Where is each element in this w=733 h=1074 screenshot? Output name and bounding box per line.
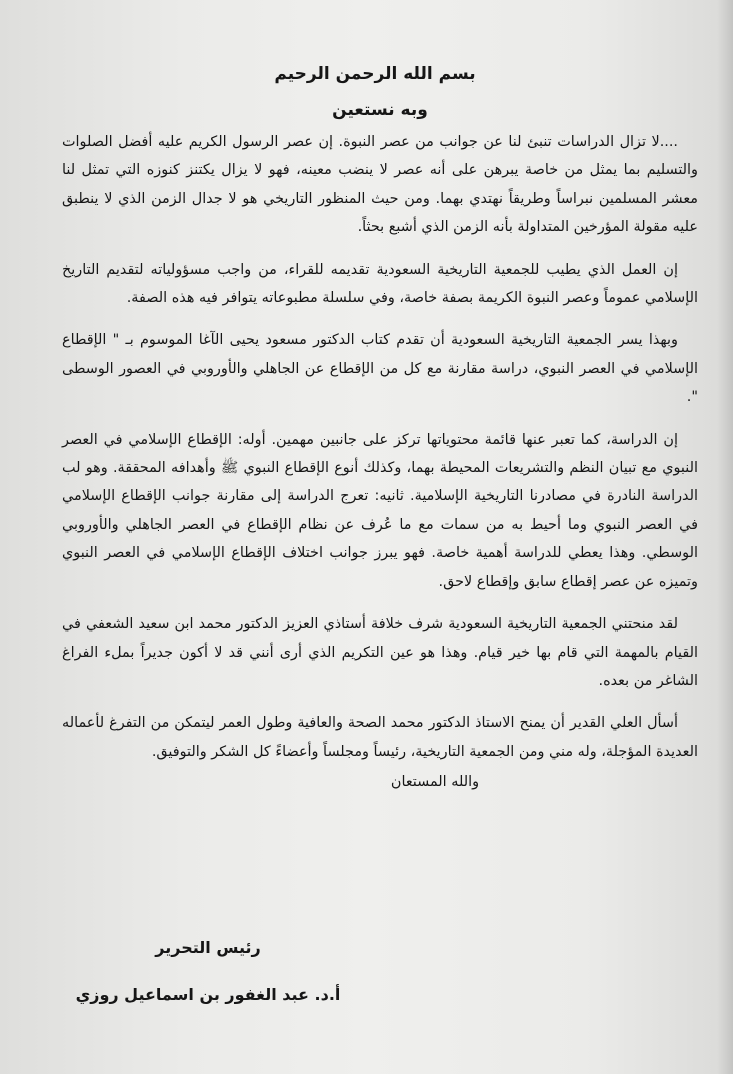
paragraph-study-content: إن الدراسة، كما تعبر عنها قائمة محتوياتها تركز على جانبين مهمين. أوله: الإقطاع الإسلامي في العصر النبوي مع تبيان النظم والتشريعات المحيطة بهما، وكذلك أنوع الإقطاع النبوي ﷺ وأهدافه المحققة. وهو لب الدراسة النادرة في مصادرنا التاريخية الإسلامية. ثانيه: تعرج الدراسة إلى مقارنة جوانب الإقطاع الإسلامي في العصر النبوي وما أحيط به من سمات مع ما عُرف عن نظام الإقطاع في العصر الجاهلي والأوروبي الوسطي. وهذا يعطي للدراسة أهمية خاصة. فهو يبرز جوانب اختلاف الإقطاع الإسلامي في العصر النبوي وتميزه عن عصر إقطاع سابق وإقطاع لاحق. [62, 431, 698, 590]
paragraph-society-work: إن العمل الذي يطيب للجمعية التاريخية السعودية تقديمه للقراء، من واجب مسؤولياته لتقديم التاريخ الإسلامي عموماً وعصر النبوة الكريمة بصفة خاصة، وفي سلسلة مطبوعاته يتوافر فيه هذه الصفة. [62, 261, 698, 307]
signature-name: أ.د. عبد الغفور بن اسماعيل روزي [75, 985, 341, 1004]
paragraph-intro: ....لا تزال الدراسات تنبئ لنا عن جوانب من عصر النبوة. إن عصر الرسول الكريم عليه أفضل الصلوات والتسليم بما يمثل من خاصة يبرهن على أنه عصر لا ينضب معينه، فهو لا يزال يكتنز كنوزه التي تمثل لنا معشر المسلمين نبراساً وطريقاً نهتدي بهما. ومن حيث المنظور التاريخي هو لا جدال الزمن الذي لا ينطبق عليه مقولة المؤرخين المتداولة بأنه الزمن الذي أشبع بحثاً. [62, 134, 698, 236]
page-content [62, 58, 698, 797]
invocation-heading: وبه نستعين [332, 100, 428, 120]
basmala-heading: بسم الله الرحمن الرحيم [274, 64, 476, 84]
signature-title: رئيس التحرير [155, 938, 261, 957]
paragraph-prayer: أسأل العلي القدير أن يمنح الاستاذ الدكتور محمد الصحة والعافية وطول العمر ليتمكن من التفرغ لأعماله العديدة المؤجلة، وله مني ومن الجمعية التاريخية، رئيساً ومجلساً وأعضاءً كل الشكر والتوفيق. [62, 715, 698, 760]
closing-phrase: والله المستعان [390, 774, 480, 791]
paragraph-book-presentation: وبهذا يسر الجمعية التاريخية السعودية أن تقدم كتاب الدكتور مسعود يحيى الآغا الموسوم بـ " الإقطاع الإسلامي في العصر النبوي، دراسة مقارنة مع كل من الإقطاع عن الجاهلي والأوروبي في العصور الوسطى ". [62, 332, 698, 406]
paragraph-succession: لقد منحتني الجمعية التاريخية السعودية شرف خلافة أستاذي العزيز الدكتور محمد ابن سعيد الشعفي في القيام بالمهمة التي قام بها خير قيام. وهذا هو عين التكريم الذي أرى أنني قد لا أكون جديراً بملء الفراغ الشاغر من بعده. [62, 616, 698, 689]
